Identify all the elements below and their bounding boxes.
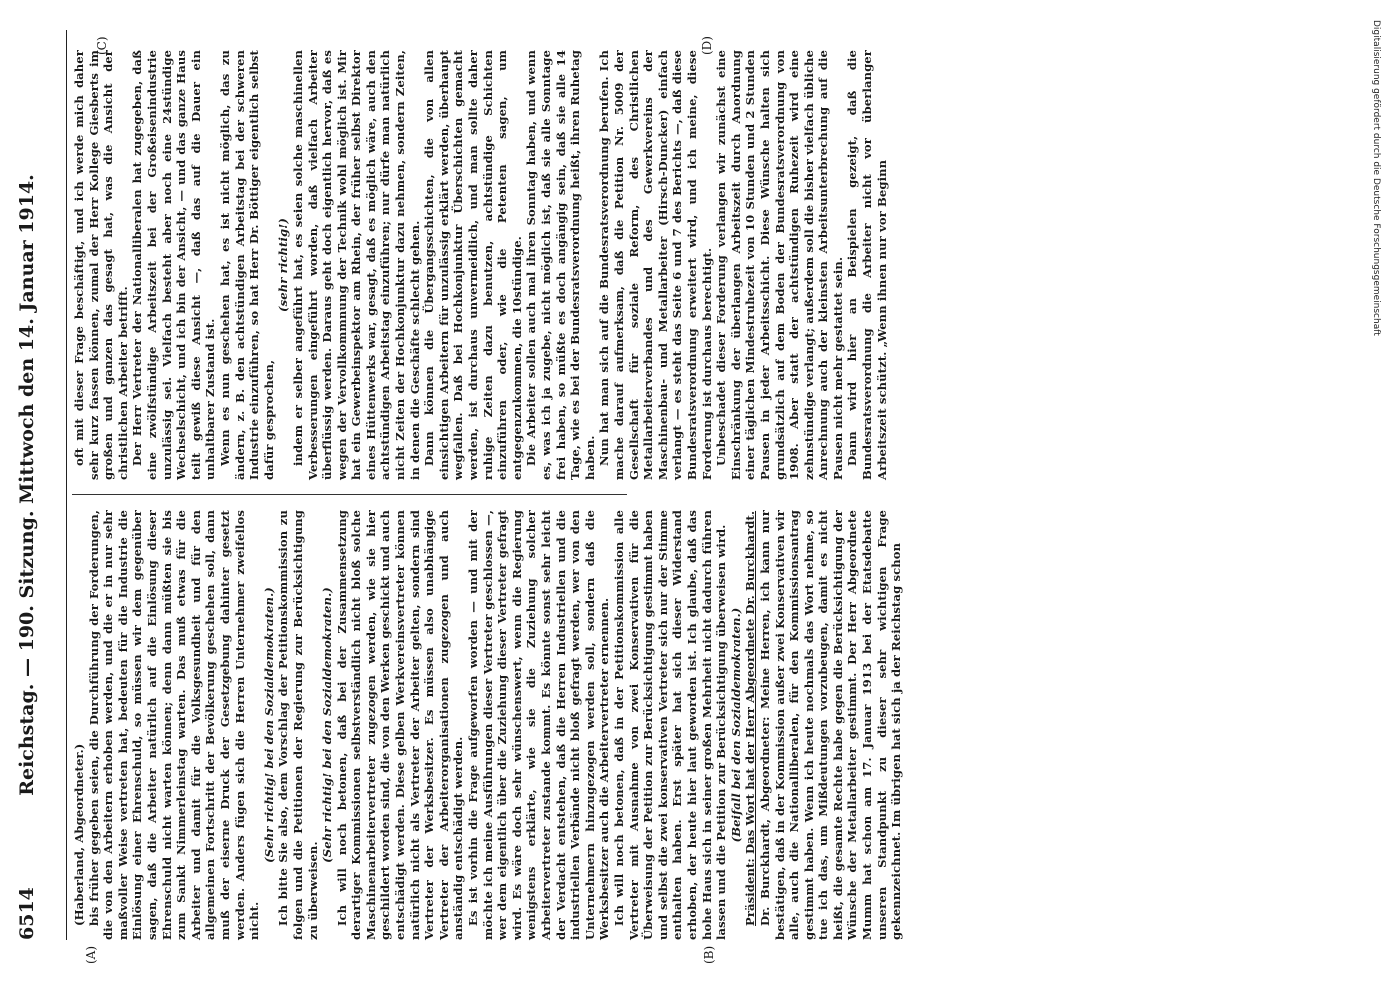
paragraph: bis früher gegeben seien, die Durchführung der Forderungen, die von den Arbeitern erhoben werden, und die er in nur sehr maßvoller Weise vertreten hat, bedeuten für die Industrie die Einlösung einer Ehrenschuld, so müssen wir dem gegenüber sagen, daß die Arbeiter natürlich auf die Einlösung dieser Ehrenschuld nicht warten können; denn dann müßten sie bis zum Sankt Nimmerleinstag warten. Das muß etwas für die Arbeiter und damit für die Volksgesundheit und für den allgemeinen Fortschritt der Bevölkerung geschehen soll, dann muß der eiserne Druck der Gesetzgebung dahinter gesetzt werden. Anders fügen sich die Herren Unternehmer zweifellos nicht. [86, 510, 262, 940]
paragraph: Ich will noch betonen, daß bei der Zusammensetzung derartiger Kommissionen selbstverständlich nicht bloß solche Maschinenarbeitervertreter zugezogen werden, wie sie hier geschildert worden sind, die von den Werken geschickt und auch entschädigt werden. Diese gelben Werkvereinsvertreter können natürlich nicht als Vertreter der Arbeiter gelten, sondern sind Vertreter der Werksbesitzer. Es müssen also unabhängige Vertreter der Arbeiterorganisationen zugezogen und auch anständig entschädigt werden. [334, 510, 466, 940]
paragraph: Die Arbeiter sollen auch mal ihren Sonntag haben, und wenn es, was ich ja zugebe, nicht möglich ist, daß sie alle Sonntage frei haben, so müßte es doch angängig sein, daß sie alle 14 Tage, wie es bei der Bundesratsverordnung heißt, ihren Ruhetag haben. [524, 50, 597, 480]
paragraph: Der Herr Vertreter der Nationalliberalen hat zugegeben, daß eine zwölfstündige Arbeitszeit bei der Großeisenindustrie unzulässig sei. Vielfach besteht aber noch eine 24stündige Wechselschicht, und ich bin der Ansicht, — und das ganze Haus teilt gewiß diese Ansicht —, daß das auf die Dauer ein unhaltbarer Zustand ist. [130, 50, 218, 480]
paragraph: Ich bitte Sie also, dem Vorschlag der Petitionskommission zu folgen und die Petitionen der Regierung zur Berücksichtigung zu überweisen. [276, 510, 320, 940]
paragraph: oft mit dieser Frage beschäftigt, und ich werde mich daher sehr kurz fassen können, zumal der Herr Kollege Giesberts im großen und ganzen das gesagt hat, was die Ansicht der christlichen Arbeiter betrifft. [72, 50, 130, 480]
paragraph: Es ist vorhin die Frage aufgeworfen worden — und mit der möchte ich meine Ausführungen dieser Vertreter geschlossen —, wer dem eigentlich über die Zuziehung dieser Vertreter gefragt wird. Es wäre doch sehr wünschenswert, wenn die Regierung wenigstens erklärte, wie sie die Zuziehung solcher Arbeitervertreter zustande kommt. Es könnte sonst sehr leicht der Verdacht entstehen, daß die Herren Industriellen und die industriellen Verbände nicht bloß gefragt werden, wer von den Unternehmern hinzugezogen werden soll, sondern daß die Werksbesitzer auch die Arbeitervertreter ernennen. [466, 510, 612, 940]
paragraph: Präsident: Das Wort hat der Herr Abgeordnete Dr. Burckhardt. [743, 510, 758, 926]
column-divider [72, 494, 627, 495]
paragraph: Dann wird hier an Beispielen gezeigt, daß die Bundesratsverordnung die Arbeiter nicht vor überlanger Arbeitszeit schützt. „Wenn ihnen nur vor Beginn [845, 50, 889, 480]
paragraph: (Haberland, Abgeordneter.) [72, 743, 86, 926]
margin-marker-a: (A) [84, 945, 98, 964]
left-column [72, 510, 904, 940]
paragraph: Unbeschadet dieser Forderung verlangen wir zunächst eine Einschränkung der überlangen Arbeitszeit durch Anordnung einer täglichen Mindestruhezeit von 10 Stunden und 2 Stunden Pausen in jeder Arbeitsschicht. Diese Wünsche halten sich grundsätzlich auf dem Boden der Bundesratsverordnung von 1908. Aber statt der achtstündigen Ruhezeit wird eine zehnstündige verlangt; außerdem soll die bisher vielfach übliche Anrechnung auch der kleinsten Arbeitsunterbrechung auf die Pausen nicht mehr gestattet sein. [714, 50, 845, 480]
paragraph: (Sehr richtig! bei den Sozialdemokraten.) [320, 587, 335, 863]
paragraph: Wenn es nun geschehen hat, es ist nicht möglich, das zu ändern, z. B. den achtstündigen Arbeitstag bei der schweren Industrie einzuführen, so hat Herr Dr. Böttiger eigentlich selbst dafür gesprochen, [217, 50, 276, 480]
paragraph: Dann können die Übergangsschichten, die von allen einsichtigen Arbeitern für unzulässig erklärt werden, überhaupt wegfallen. Daß bei Hochkonjunktur Überschichten gemacht werden, ist durchaus unvermeidlich, und man sollte daher ruhige Zeiten dazu benutzen, achtstündige Schichten einzuführen oder, wie die Petenten sagen, um entgegenzukommen, die 10stündige. [422, 50, 524, 480]
header-rule [66, 30, 67, 940]
paragraph: (Beifall bei den Sozialdemokraten.) [728, 607, 743, 843]
paragraph: Ich will noch betonen, daß in der Petitionskommission alle Vertreter mit Ausnahme von zwei Konservativen für die Überweisung der Petition zur Berücksichtigung gestimmt haben und selbst die zwei konservativen Vertreter sich nur der Stimme enthalten haben. Erst später hat sich dieser Widerstand erhoben, der heute hier laut geworden ist. Ich glaube, daß das hohe Haus sich in seiner großen Mehrheit nicht dadurch führen lassen und die Petition zur Berücksichtigung überweisen wird. [611, 510, 729, 940]
paragraph: (sehr richtig!) [276, 218, 291, 312]
paragraph: Nun hat man sich auf die Bundesratsverordnung berufen. Ich mache darauf aufmerksam, daß die Petition Nr. 5009 der Gesellschaft für soziale Reform, des Christlichen Metallarbeiterverbandes und des Gewerkvereins der Maschinenbau- und Metallarbeiter (Hirsch-Duncker) einfach verlangt — es steht das Seite 6 und 7 des Berichts —, daß diese Bundesratsverordnung erweitert wird, und ich meine, diese Forderung ist durchaus berechtigt. [597, 50, 714, 480]
paragraph: indem er selber angeführt hat, es seien solche maschinellen Verbesserungen eingeführt worden, daß vielfach Arbeiter überflüssig werden. Daraus geht doch eigentlich hervor, daß es wegen der Vervollkommnung der Technik wohl möglich ist. Mir hat ein Gewerbeinspektor am Rhein, der früher selbst Direktor eines Hüttenwerks war, gesagt, daß es möglich wäre, auch den achtstündigen Arbeitstag einzuführen; nur dürfe man natürlich nicht Zeiten der Hochkonjunktur dazu nehmen, sondern Zeiten, in denen die Geschäfte schlecht gehen. [290, 50, 422, 480]
right-column [72, 50, 889, 480]
margin-marker-b: (B) [702, 945, 716, 964]
paragraph: Dr. Burckhardt, Abgeordneter: Meine Herren, ich kann nur bestätigen, daß in der Kommission außer zwei Konservativen wir alle, auch die Nationalliberalen, für den Kommissionsantrag gestimmt haben. Wenn ich heute nochmals das Wort nehme, so tue ich das, um Mißdeutungen vorzubeugen, damit es nicht heißt, die gesamte Rechte habe gegen die Berücksichtigung der Wünsche der Metallarbeiter gestimmt. Der Herr Abgeordnete Mumm hat schon am 17. Januar 1913 bei der Etatsdebatte unseren Standpunkt zu dieser sehr wichtigen Frage gekennzeichnet. Im übrigen hat sich ja der Reichstag schon [757, 510, 904, 940]
paragraph: (Sehr richtig! bei den Sozialdemokraten.) [261, 587, 276, 863]
page-header [6, 30, 46, 940]
page-number: 6514 [16, 887, 38, 940]
margin-marker-d: (D) [700, 36, 714, 55]
credit-text: Digitalisierung gefördert durch die Deutsche Forschungsgemeinschaft [1371, 20, 1381, 336]
digitization-credit [1369, 20, 1381, 980]
running-head: Reichstag. — 190. Sitzung. Mittwoch den 14. Januar 1914. [16, 174, 38, 796]
margin-marker-c: (C) [95, 36, 109, 55]
